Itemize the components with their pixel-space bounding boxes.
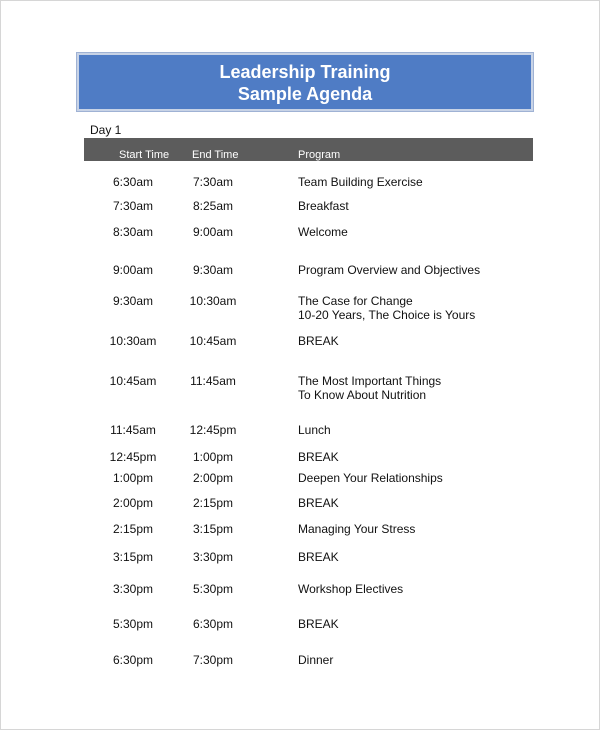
program-cell — [298, 550, 538, 564]
program-line: The Most Important Things — [298, 374, 442, 388]
program-line: BREAK — [298, 550, 339, 564]
end-time-cell: 10:45am — [189, 334, 237, 348]
start-time-cell: 12:45pm — [109, 450, 157, 464]
end-time-cell: 7:30pm — [192, 653, 234, 667]
start-time-cell: 8:30am — [112, 225, 154, 239]
end-time-cell: 7:30am — [192, 175, 234, 189]
program-line: Welcome — [298, 225, 348, 239]
column-header-program: Program — [298, 149, 341, 161]
start-time-cell: 9:00am — [112, 263, 154, 277]
start-time-cell: 11:45am — [110, 423, 156, 437]
start-time-cell: 5:30pm — [112, 617, 154, 631]
agenda-title-banner — [77, 53, 533, 111]
column-header-start-time: Start Time — [119, 149, 170, 161]
program-line: Team Building Exercise — [298, 175, 423, 189]
program-cell — [298, 471, 538, 485]
end-time-cell: 9:30am — [192, 263, 234, 277]
title-line-1: Leadership Training — [219, 62, 391, 82]
program-line: Deepen Your Relationships — [298, 471, 443, 485]
program-line: Breakfast — [298, 199, 349, 213]
table-header — [84, 138, 533, 161]
program-cell — [298, 175, 538, 189]
program-line: BREAK — [298, 617, 339, 631]
program-line: BREAK — [298, 334, 339, 348]
program-line: Managing Your Stress — [298, 522, 416, 536]
start-time-cell: 7:30am — [112, 199, 154, 213]
end-time-cell: 9:00am — [192, 225, 234, 239]
start-time-cell: 2:00pm — [112, 496, 154, 510]
program-cell — [298, 374, 538, 402]
end-time-cell: 10:30am — [189, 294, 237, 308]
program-cell — [298, 522, 538, 536]
column-header-end-time: End Time — [192, 149, 239, 161]
end-time-cell: 3:15pm — [192, 522, 234, 536]
start-time-cell: 6:30pm — [112, 653, 154, 667]
end-time-cell: 6:30pm — [192, 617, 234, 631]
program-cell — [298, 423, 538, 437]
start-time-cell: 9:30am — [112, 294, 154, 308]
start-time-cell: 3:30pm — [112, 582, 154, 596]
end-time-cell: 11:45am — [190, 374, 236, 388]
program-line: Workshop Electives — [298, 582, 404, 596]
end-time-cell: 1:00pm — [192, 450, 234, 464]
program-line: Lunch — [298, 423, 331, 437]
start-time-cell: 10:45am — [109, 374, 157, 388]
program-line: BREAK — [298, 496, 339, 510]
program-cell — [298, 653, 538, 667]
start-time-cell: 3:15pm — [112, 550, 154, 564]
program-cell — [298, 225, 538, 239]
end-time-cell: 2:00pm — [192, 471, 234, 485]
program-cell — [298, 582, 538, 596]
start-time-cell: 2:15pm — [112, 522, 154, 536]
program-cell — [298, 199, 538, 213]
program-cell — [298, 450, 538, 464]
end-time-cell: 5:30pm — [192, 582, 234, 596]
program-line: BREAK — [298, 450, 339, 464]
start-time-cell: 10:30am — [109, 334, 157, 348]
end-time-cell: 12:45pm — [189, 423, 237, 437]
end-time-cell: 2:15pm — [192, 496, 234, 510]
program-line: 10-20 Years, The Choice is Yours — [298, 308, 476, 322]
day-label: Day 1 — [90, 123, 122, 137]
program-line: To Know About Nutrition — [298, 388, 427, 402]
program-cell — [298, 334, 538, 348]
program-cell — [298, 263, 538, 277]
title-line-2: Sample Agenda — [237, 84, 373, 104]
program-cell — [298, 294, 538, 322]
program-cell — [298, 617, 538, 631]
program-line: The Case for Change — [298, 294, 413, 308]
end-time-cell: 3:30pm — [192, 550, 234, 564]
start-time-cell: 6:30am — [112, 175, 154, 189]
start-time-cell: 1:00pm — [112, 471, 154, 485]
program-line: Dinner — [298, 653, 334, 667]
program-line: Program Overview and Objectives — [298, 263, 481, 277]
end-time-cell: 8:25am — [192, 199, 234, 213]
program-cell — [298, 496, 538, 510]
